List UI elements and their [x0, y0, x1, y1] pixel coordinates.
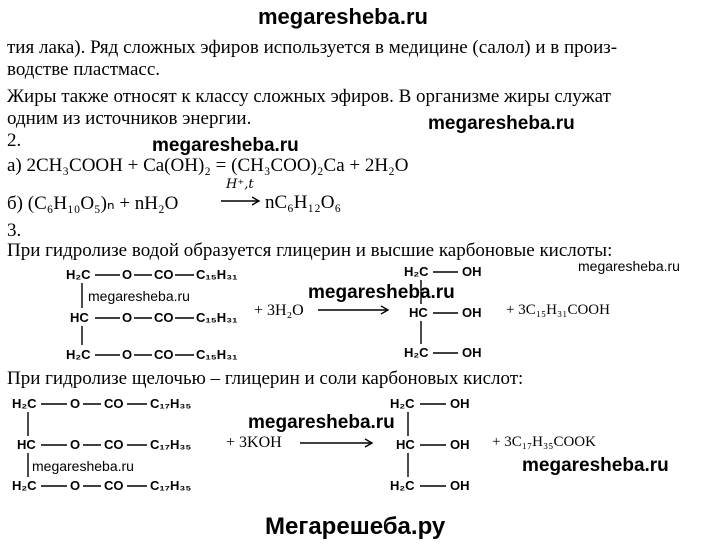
- r2-oxygen-3: O: [70, 478, 81, 493]
- text-line-4: одним из источников энергии.: [7, 108, 252, 129]
- r1-carbonyl-2: CO: [154, 310, 174, 325]
- item-number-2: 2.: [7, 130, 22, 151]
- r1-oxygen-2: O: [122, 310, 133, 325]
- r2-product-carbon-1: H₂C: [390, 396, 415, 411]
- r1-carbon-1: H₂C: [66, 267, 91, 282]
- r2-carbon-3: H₂C: [12, 478, 37, 493]
- r1-carbonyl-3: CO: [154, 347, 174, 362]
- footer-watermark: Мегарешеба.ру: [265, 513, 446, 540]
- hydrolysis-water-text: При гидролизе водой образуется глицерин и высшие карбоновые кислоты:: [7, 240, 613, 261]
- equation-a: а) 2CH₃COOH + Ca(OH)₂ = (CH₃COO)₂Ca + 2H₂O: [7, 155, 409, 176]
- r2-oxygen-2: O: [70, 437, 81, 452]
- watermark: megaresheba.ru: [428, 113, 575, 134]
- r2-product-carbon-2: HC: [396, 437, 415, 452]
- equation-b-left: б) (C₆H₁₀O₅)ₙ + nH₂O: [7, 193, 179, 214]
- r1-product-hydroxyl-3: OH: [462, 345, 482, 360]
- item-number-3: 3.: [7, 220, 22, 241]
- r2-product-hydroxyl-2: OH: [450, 437, 470, 452]
- r2-product-carbon-3: H₂C: [390, 478, 415, 493]
- r1-carbon-2: HC: [70, 310, 89, 325]
- r2-carbonyl-2: CO: [104, 437, 124, 452]
- text-line-3: Жиры также относят к классу сложных эфиров. В организме жиры служат: [7, 86, 611, 107]
- hydrolysis-alkali-text: При гидролизе щелочью – глицерин и соли карбоновых кислот:: [7, 368, 524, 389]
- r2-salt: + 3C₁₇H₃₅COOK: [492, 434, 596, 450]
- r2-chain-1: C₁₇H₃₅: [150, 396, 192, 411]
- r2-product-hydroxyl-1: OH: [450, 396, 470, 411]
- r1-carbon-3: H₂C: [66, 347, 91, 362]
- equation-b-right: nC₆H₁₂O₆: [265, 192, 342, 213]
- r2-chain-3: C₁₇H₃₅: [150, 478, 192, 493]
- watermark: megaresheba.ru: [152, 135, 299, 156]
- watermark: megaresheba.ru: [308, 282, 455, 303]
- watermark: megaresheba.ru: [522, 455, 669, 476]
- r2-carbonyl-3: CO: [104, 478, 124, 493]
- text-line-2: водстве пластмасс.: [7, 59, 161, 80]
- r2-carbon-2: HC: [17, 437, 36, 452]
- r2-product-hydroxyl-3: OH: [450, 478, 470, 493]
- r1-oxygen-1: O: [122, 267, 133, 282]
- r1-product-hydroxyl-2: OH: [462, 305, 482, 320]
- watermark: megaresheba.ru: [578, 258, 680, 274]
- r2-carbon-1: H₂C: [12, 396, 37, 411]
- r1-acid: + 3C₁₅H₃₁COOH: [506, 302, 610, 318]
- equation-b-condition: H⁺,t: [226, 177, 254, 192]
- r1-product-hydroxyl-1: OH: [462, 264, 482, 279]
- r1-product-carbon-3: H₂C: [404, 345, 429, 360]
- r2-chain-2: C₁₇H₃₅: [150, 437, 192, 452]
- r2-carbonyl-1: CO: [104, 396, 124, 411]
- watermark: megaresheba.ru: [248, 412, 395, 433]
- r1-oxygen-3: O: [122, 347, 133, 362]
- r1-product-carbon-2: HC: [409, 305, 428, 320]
- r1-carbonyl-1: CO: [154, 267, 174, 282]
- r2-reagent: + 3KOH: [226, 434, 282, 451]
- r1-reagent: + 3H₂O: [254, 302, 304, 319]
- watermark: megaresheba.ru: [88, 288, 190, 304]
- r2-oxygen-1: O: [70, 396, 81, 411]
- header-watermark: megaresheba.ru: [258, 4, 428, 29]
- text-line-1: тия лака). Ряд сложных эфиров используется в медицине (салол) и в произ-: [7, 37, 618, 58]
- r1-product-carbon-1: H₂C: [404, 264, 429, 279]
- r1-chain-1: C₁₅H₃₁: [196, 267, 238, 282]
- r1-chain-2: C₁₅H₃₁: [196, 310, 238, 325]
- r1-chain-3: C₁₅H₃₁: [196, 347, 238, 362]
- watermark: megaresheba.ru: [32, 458, 134, 474]
